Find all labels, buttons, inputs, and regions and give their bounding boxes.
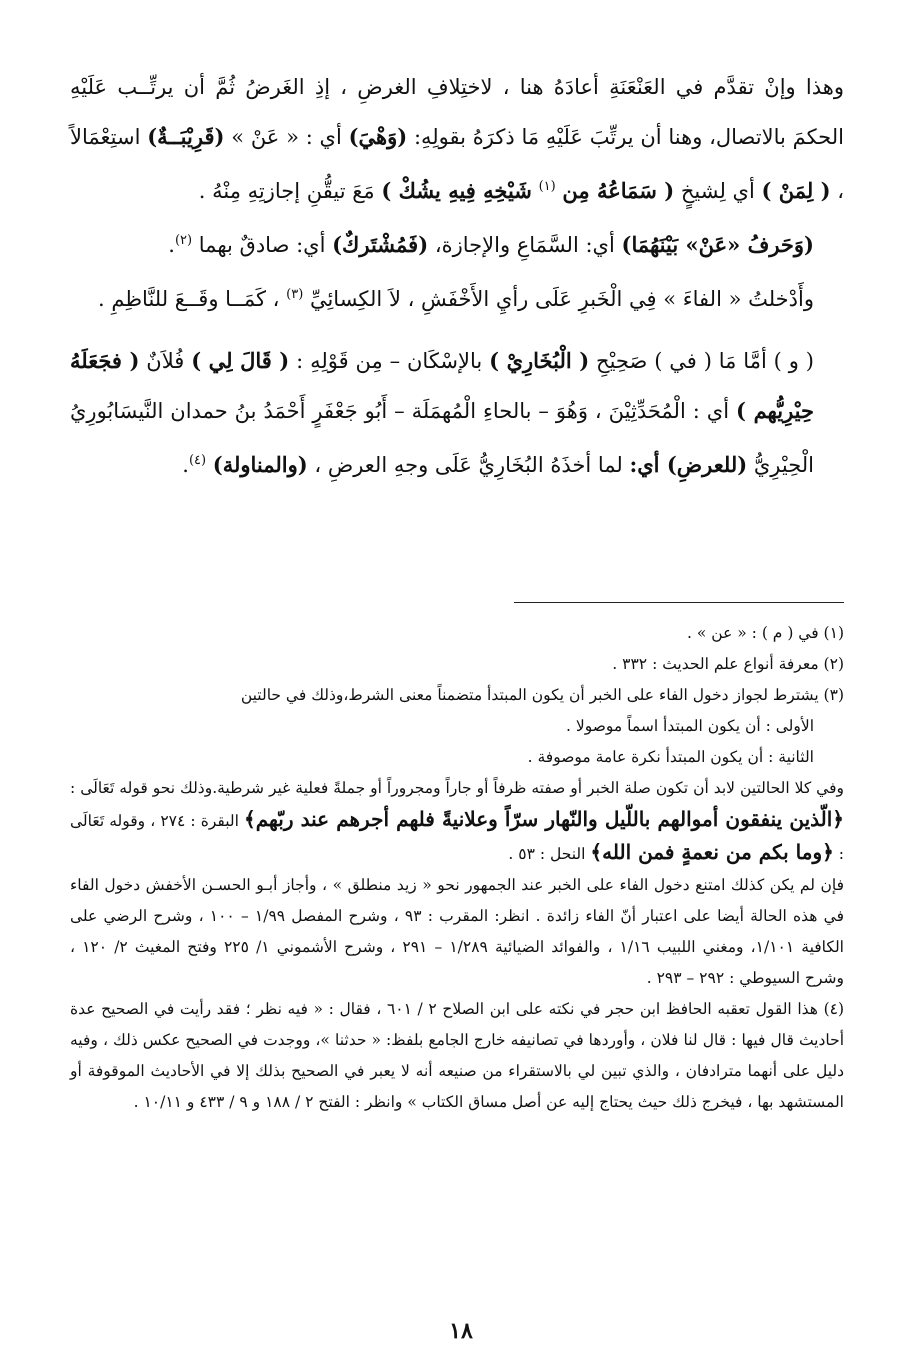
footnote-1: (١) في ( م ) : « عن » . xyxy=(687,624,844,642)
matn-term: ( الْبُخَارِيْ ) xyxy=(489,348,590,373)
text-segment: أي: صادقٌ بهما xyxy=(198,233,326,257)
text-segment: ، كَمَــا وقَــعَ للنَّاظِمِ . xyxy=(98,287,280,311)
page-number: ١٨ xyxy=(449,1318,473,1344)
text-segment: أي : الْمُحَدِّثِيْنَ ، وَهُوَ – بالحاءِ الْمُهمَلَة – أَبُو جَعْفَرٍ أَحْمَدُ بنُ حمدان النَّيسَابُورِيُ الْحِيْرِيُّ xyxy=(70,399,814,477)
text-segment: استِعْمَالاً ، xyxy=(70,125,844,203)
footnote-ref[interactable]: (١) xyxy=(538,179,556,194)
matn-term: (وَهْيَ) xyxy=(348,124,408,149)
footnote-3-line: فإن لم يكن كذلك امتنع دخول الفاء على الخبر عند الجمهور نحو « زيد منطلق » ، وأجاز أبـو الحسـن الأخفش دخول الفاء في هذه الحالة أيضا على اعتبار أنّ الفاء زائدة . انظر: المقرب : ٩٣ ، وشرح المفصل ١/٩٩ – ١٠٠ ، وشرح الرضي على الكافية ١/١٠١، ومغني اللبيب ١/١٦ ، والفوائد الضيائية ١/٢٨٩ – ٢٩١ ، وشرح الأشموني ١/ ٢٢٥ وفتح المغيث ٢/ ١٢٠ ، وشرح السيوطي : ٢٩٢ – ٢٩٣ . xyxy=(70,876,844,987)
matn-term: (فَمُشْتَركٌ) xyxy=(332,232,429,257)
matn-term: ( لِمَنْ ) xyxy=(761,178,831,203)
quran-quote: ﴿الّذين ينفقون أموالهم باللّيل والنّهار سرّاً وعلانيةً فلهم أجرهم عند ربّهم﴾ xyxy=(244,807,845,831)
text-segment: وفي كلا الحالتين لابد أن تكون صلة الخبر أو صفته ظرفاً أو جاراً ومجروراً أو جملةً فعلية غير شرطية.وذلك نحو قوله تَعَالَى : xyxy=(70,779,844,797)
main-text xyxy=(70,62,844,490)
text-segment: ( و ) أمَّا مَا ( في ) صَحِيْحِ xyxy=(596,349,814,373)
text-segment: أي : « عَنْ » xyxy=(231,125,342,149)
footnote-3-body xyxy=(70,773,844,870)
matn-term: (للعرضِ) أي: xyxy=(629,452,748,477)
text-segment: وأَدْخلتُ « الفاءَ » فِي الْخَبرِ عَلَى رأيِ الأَخْفَشِ ، لاَ الكِسائِيِّ xyxy=(309,287,814,311)
text-segment: بالإسْكَان – مِن قَوْلِهِ : xyxy=(296,349,483,373)
matn-term: ( سَمَاعُهُ مِن xyxy=(562,178,675,203)
matn-term: (قَرِيْبَــةٌ) xyxy=(147,124,225,149)
matn-term: (والمناولة) xyxy=(212,452,308,477)
text-segment: فُلاَنٌ xyxy=(146,349,185,373)
text-segment: وهذا وإنْ تقدَّم في العَنْعَنَةِ أعادَهُ هنا ، لاختِلافِ الغرضِ ، إذِ الغَرضُ ثُمَّ أن يرتِّــب عَلَيْهِ الحكمَ بالاتصال، وهنا أن يرتِّبَ عَلَيْهِ مَا ذكرَهُ بقولِهِ: xyxy=(70,75,844,149)
matn-term: ( قَالَ لِي ) xyxy=(191,348,290,373)
matn-term: ( فجَعَلَهُ حِيْرِيُّهم ) xyxy=(70,348,814,423)
quran-quote: ﴿وما بكم من نعمةٍ فمن الله﴾ xyxy=(590,840,834,864)
footnote-ref[interactable]: (٣) xyxy=(286,287,304,302)
footnote-2: (٢) معرفة أنواع علم الحديث : ٣٣٢ . xyxy=(612,655,844,673)
text-segment: لما أخذَهُ البُخَارِيُّ عَلَى وجهِ العرضِ ، xyxy=(314,453,623,477)
text-segment: أي لِشيخٍ xyxy=(680,179,755,203)
footnote-ref[interactable]: (٢) xyxy=(174,233,193,248)
footnote-4: (٤) هذا القول تعقبه الحافظ ابن حجر في نكته على ابن الصلاح ٢ / ٦٠١ ، فقال : « فيه نظر ؛ فقد رأيت في الصحيح عدة أحاديث قال فيها : قال لنا فلان ، وأوردها في تصانيفه خارج الجامع بلفظ: « حدثنا »، ووجدت في الصحيح عكس ذلك ، وفيه دليل على أنهما مترادفان ، والذي تبين لي بالاستقراء من صنيعه أنه لا يعبر في الصحيح بذلك إلا في الأحاديث الموقوفة أو المستشهد بها ، فيخرج ذلك حيث يحتاج إليه عن أصل مساق الكتاب » وانظر : الفتح ٢ / ١٨٨ و ٩ / ٤٣٣ و ١٠/١١ . xyxy=(70,1000,845,1111)
matn-term: (وَحَرفُ «عَنْ» بَيْنَهُمَا) xyxy=(621,232,814,257)
paragraph-1 xyxy=(70,62,844,216)
footnote-ref[interactable]: (٤) xyxy=(188,453,207,468)
matn-term: شَيْخِهِ فِيهِ يشُكْ ) xyxy=(381,178,532,203)
footnote-divider xyxy=(514,602,844,603)
paragraph-2: (وَحَرفُ «عَنْ» بَيْنَهُمَا) أي: السَّمَاعِ والإجازة، (فَمُشْتَركٌ) أي: صادقٌ بهما $^{(٢)}$. xyxy=(168,232,814,257)
footnote-3: (٣) يشترط لجواز دخول الفاء على الخبر أن يكون المبتدأ متضمناً معنى الشرط،وذلك في حالتين xyxy=(240,686,844,704)
text-segment: مَعَ تيقُّنِ إجازتِهِ مِنْهُ . xyxy=(198,179,375,203)
text-segment: أي: السَّمَاعِ والإجازة، xyxy=(434,233,615,257)
footnotes xyxy=(70,618,844,1118)
footnote-3-line: الأولى : أن يكون المبتدأ اسماً موصولا . xyxy=(566,717,814,735)
text-segment: النحل : ٥٣ . xyxy=(508,845,586,863)
text-segment: البقرة : ٢٧٤ ، وقوله تَعَالَى : xyxy=(70,812,844,863)
paragraph-4: ( و ) أمَّا مَا ( في ) صَحِيْحِ ( الْبُخَارِيْ ) بالإسْكَان – مِن قَوْلِهِ : ( قَالَ لِي ) فُلاَنٌ ( فجَعَلَهُ حِيْرِيُّهم ) أي : الْمُحَدِّثِيْنَ ، وَهُوَ – بالحاءِ الْمُهمَلَة – أَبُو جَعْفَرٍ أَحْمَدُ بنُ حمدان النَّيسَابُورِيُ الْحِيْرِيُّ (للعرضِ) أي: لما أخذَهُ البُخَارِيُّ عَلَى وجهِ العرضِ ، (والمناولة) $^{(٤)}$. xyxy=(70,348,814,477)
footnote-3-line: الثانية : أن يكون المبتدأ نكرة عامة موصوفة . xyxy=(527,748,814,766)
paragraph-3 xyxy=(70,270,844,324)
